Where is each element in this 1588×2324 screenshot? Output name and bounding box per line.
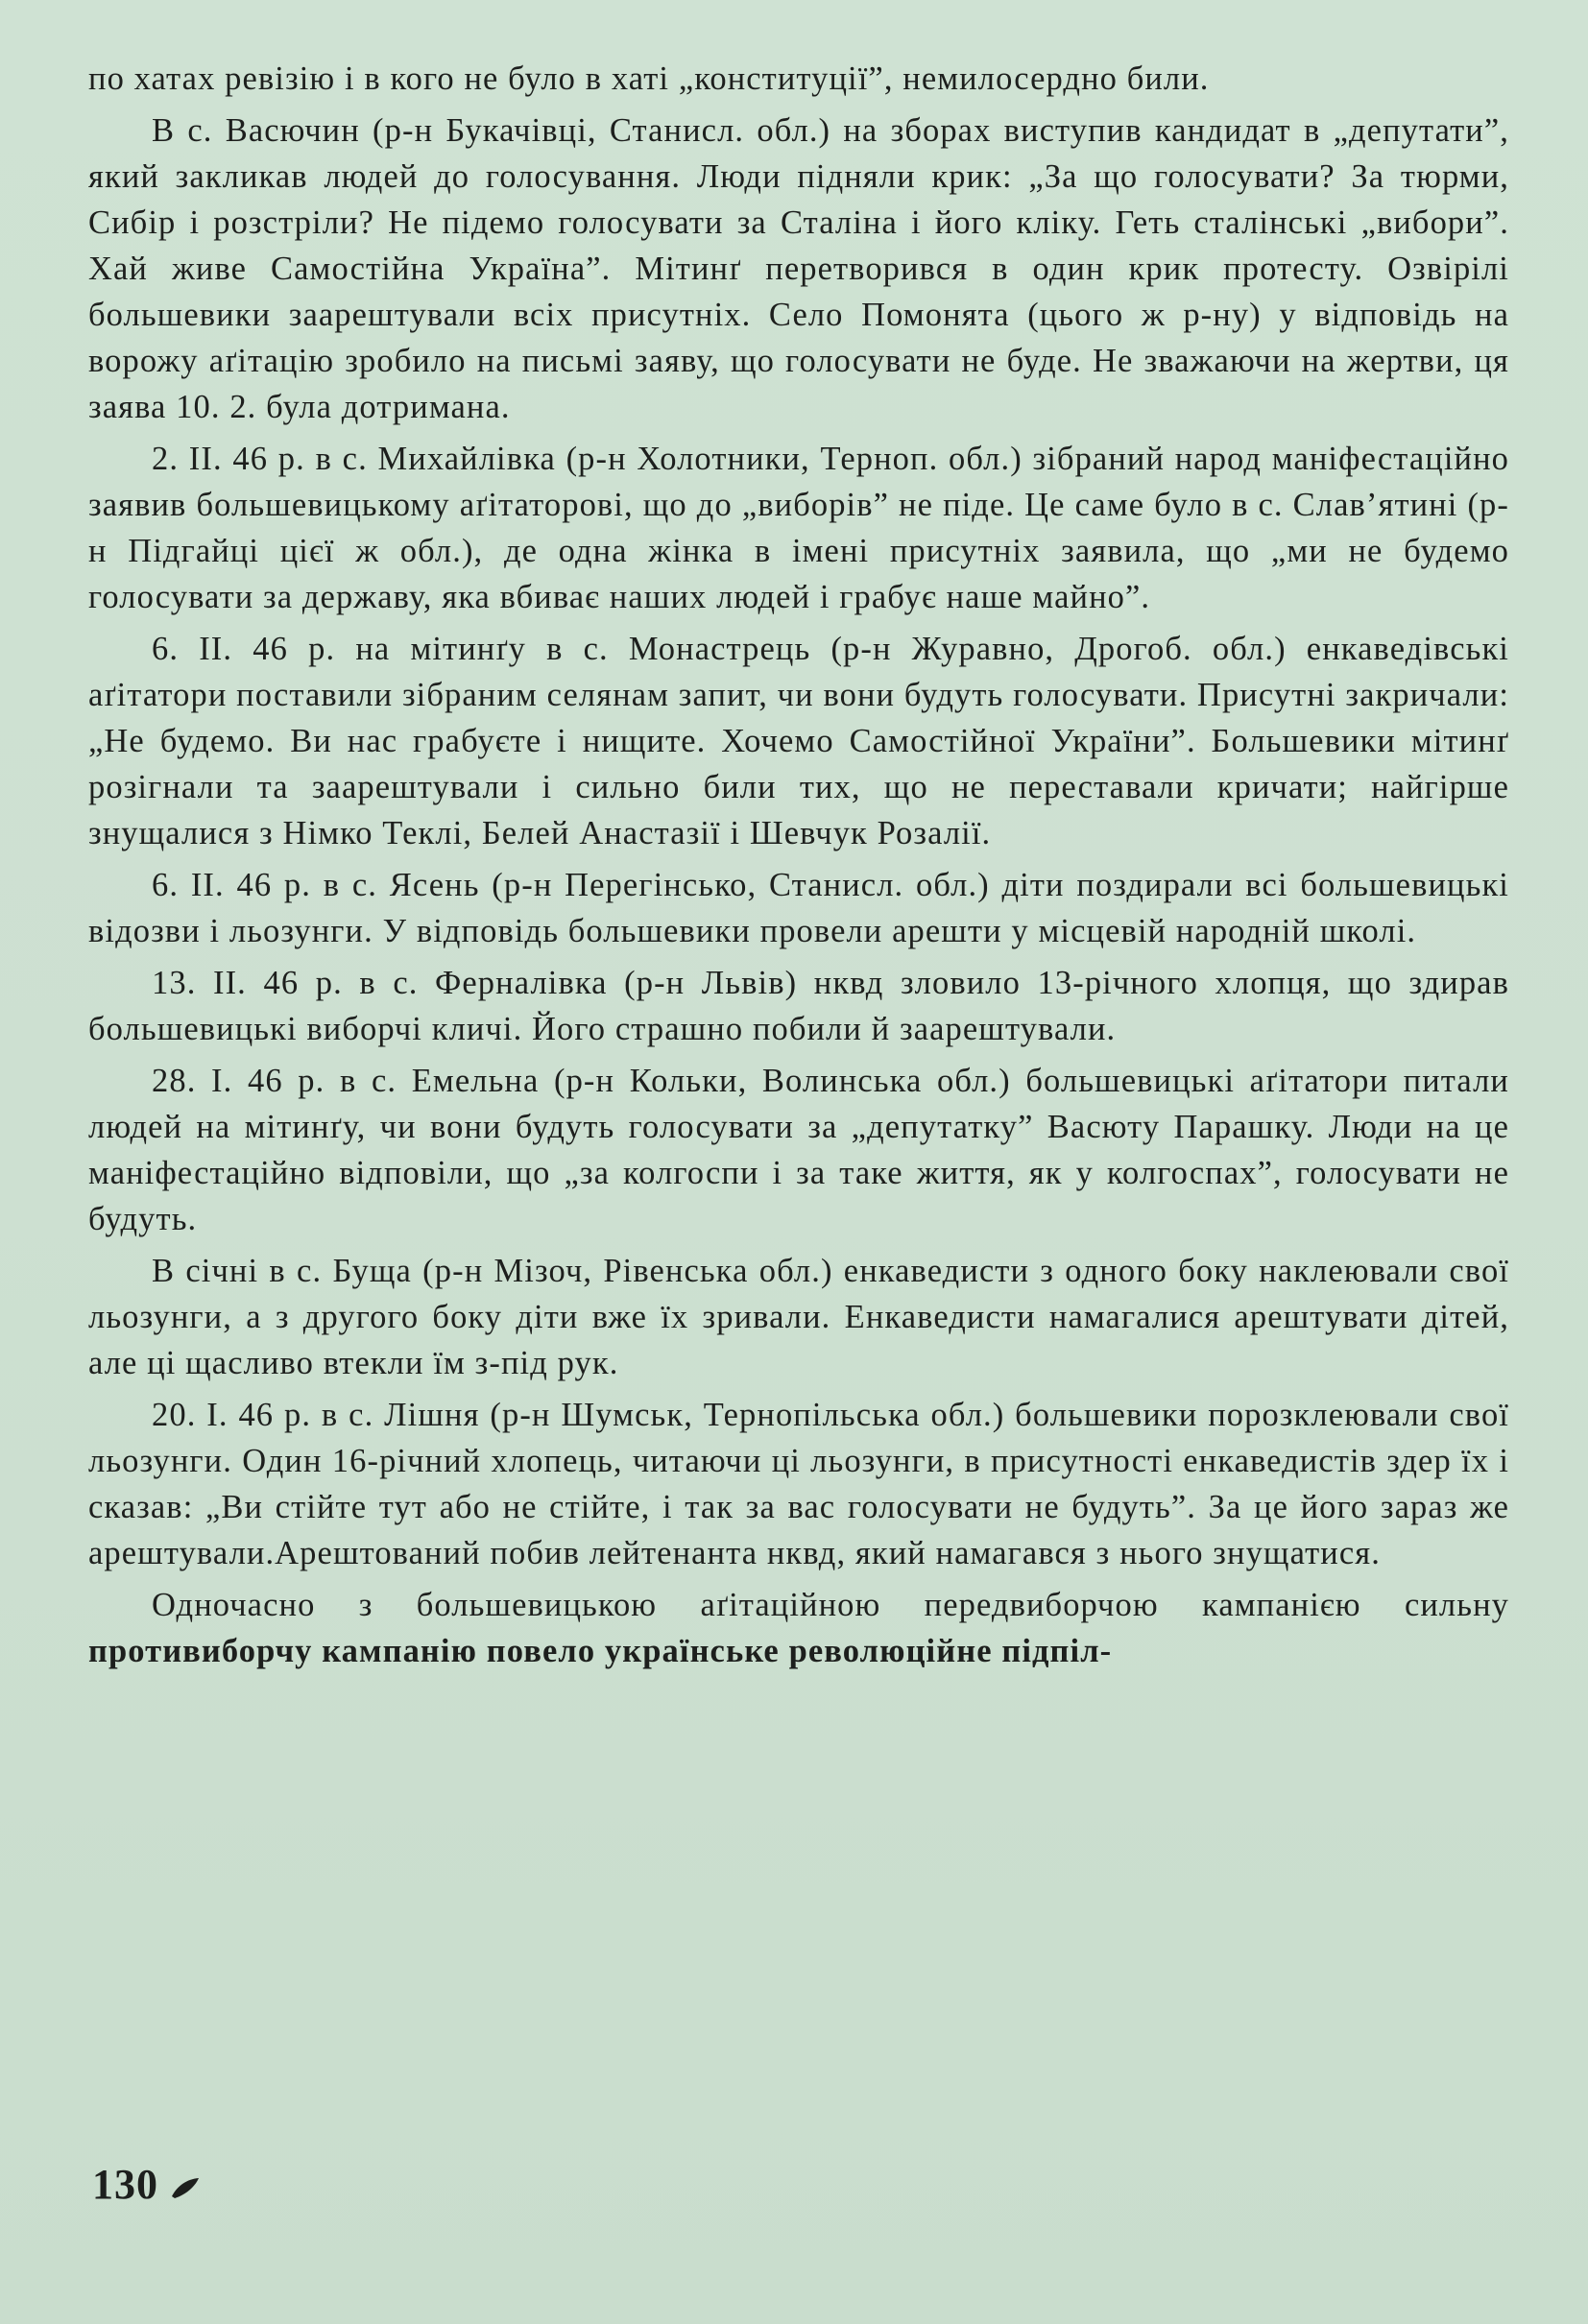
paragraph-yasen: 6. II. 46 р. в с. Ясень (р-н Перегінсько, Станисл. обл.) діти поздирали всі большевицькі відозви і льозунги. У відповідь большевики провели арешти у місцевій народній школі. xyxy=(88,867,1509,949)
paragraph-fernalivka: 13. II. 46 р. в с. Ферналівка (р-н Львів) нквд зловило 13-річного хлопця, що здирав большевицькі виборчі кличі. Його страшно побили й заарештували. xyxy=(88,965,1509,1047)
body-text xyxy=(88,56,1509,1680)
paragraph-emelna: 28. I. 46 р. в с. Емельна (р-н Кольки, Волинська обл.) большевицькі аґітатори питали людей на мітинґу, чи вони будуть голосувати за „депутатку” Васюту Парашку. Люди на це маніфестаційно відповіли, що „за колгоспи і за таке життя, як у колгоспах”, голосувати не будуть. xyxy=(88,1063,1509,1237)
paragraph-continuation: по хатах ревізію і в кого не було в хаті „конституції”, немилосердно били. xyxy=(88,60,1210,97)
paragraph-final xyxy=(88,1582,1509,1674)
paragraph-vasiuchyn: В с. Васючин (р-н Букачівці, Станисл. обл.) на зборах виступив кандидат в „депутати”, який закликав людей до голосування. Люди підняли крик: „За що голосувати? За тюрми, Сибір і розстріли? Не підемо голосувати за Сталіна і його кліку. Геть сталінські „вибори”. Хай живе Самостійна Україна”. Мітинґ перетворився в один крик протесту. Озвірілі большевики заарештували всіх присутніх. Село Помонята (цього ж р-ну) у відповідь на ворожу аґітацію зробило на письмі заяву, що голосувати не буде. Не зважаючи на жертви, ця заява 10. 2. була дотримана. xyxy=(88,112,1509,425)
paragraph-mykhailivka: 2. II. 46 р. в с. Михайлівка (р-н Холотники, Терноп. обл.) зібраний народ маніфестаційно заявив большевицькому аґітаторові, що до „виборів” не піде. Це саме було в с. Слав’ятині (р-н Підгайці цієї ж обл.), де одна жінка в імені присутніх заявила, що „ми не будемо голосувати за державу, яка вбиває наших людей і грабує наше майно”. xyxy=(88,441,1509,615)
ink-blot-icon xyxy=(169,2175,202,2200)
paragraph-lishnia: 20. I. 46 р. в с. Лішня (р-н Шумськ, Тернопільська обл.) большевики порозклеювали свої льозунги. Один 16-річний хлопець, читаючи ці льозунги, в присутності енкаведистів здер їх і сказав: „Ви стійте тут або не стійте, і так за вас голосувати не будуть”. За це його зараз же арештували.Арештований побив лейтенанта нквд, який намагався з нього знущатися. xyxy=(88,1397,1509,1571)
paragraph-monastrets: 6. II. 46 р. на мітинґу в с. Монастрець (р-н Журавно, Дрогоб. обл.) енкаведівські аґітатори поставили зібраним селянам запит, чи вони будуть голосувати. Присутні закричали: „Не будемо. Ви нас грабуєте і нищите. Хочемо Самостійної України”. Большевики мітинґ розігнали та заарештували і сильно били тих, що не переставали кричати; найгірше знущалися з Німко Теклі, Белей Анастазії і Шевчук Розалії. xyxy=(88,631,1509,851)
page-number: 130 xyxy=(92,2161,158,2208)
paragraph-bushcha: В січні в с. Буща (р-н Мізоч, Рівенська обл.) енкаведисти з одного боку наклеювали свої льозунги, а з другого боку діти вже їх зривали. Енкаведисти намагалися арештувати дітей, але ці щасливо втекли їм з-під рук. xyxy=(88,1253,1509,1381)
final-lead-text: Одночасно з большевицькою аґітаційною передвиборчою кампанією сильну xyxy=(152,1587,1509,1623)
final-bold-text: противиборчу кампанію повело українське революційне підпіл- xyxy=(88,1633,1113,1669)
